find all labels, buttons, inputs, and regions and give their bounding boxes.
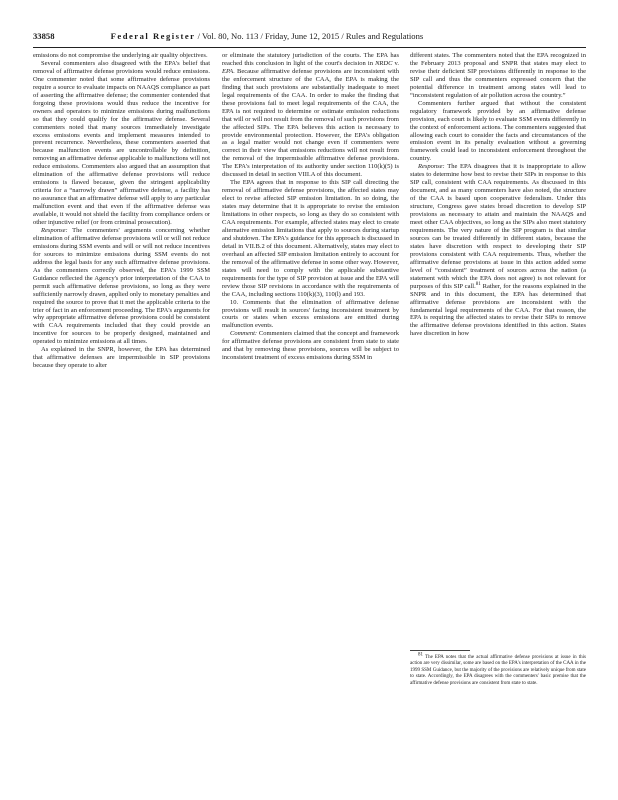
footnote-paragraph	[410, 652, 586, 687]
paragraph	[33, 346, 210, 370]
footnote-text: The EPA notes that the actual affirmative defense provisions at issue in this action are very dissimilar, some are based on the EPA's interpretation of the CAA in the 1999 SSM Guidance, but the majority of the provisions are relatively unique from state to state. Accordingly, the EPA disagrees with the commenters' basic premise that the affirmative defense provisions are consistent from state to state.	[410, 655, 586, 686]
paragraph	[33, 60, 210, 227]
footnote-ref: 81	[475, 281, 481, 287]
paragraph-text: As explained in the SNPR, however, the EPA has determined that affirmative defenses are impermissible in SIP provisions because they operate to alter	[33, 346, 210, 370]
issue-info: / Vol. 80, No. 113 / Friday, June 12, 2015 / Rules and Regulations	[197, 31, 424, 41]
paragraph-text: Commenters further argued that without the consistent regulatory framework provided by an affirmative defense provision, each court is likely to evaluate SSM events differently in the context of enforcement actions. The commenters suggested that allowing each court to consider the facts and circumstances of the emission event in its penalty evaluation without a governing framework could lead to inconsistent enforcement throughout the country.	[410, 99, 586, 163]
text-column-1	[33, 52, 210, 772]
publication-name: Federal Register	[110, 31, 196, 41]
paragraph-text: emissions do not compromise the underlying air quality objectives.	[33, 52, 208, 59]
footnote-rule	[410, 650, 470, 651]
paragraph	[222, 179, 399, 298]
paragraph-text: The commenters' arguments concerning whether elimination of affirmative defense provisions will or will not reduce emissions during SSM events and will or will not reduce incentives for sources to minimize emissions during SSM events do not address the legal basis for any such affirmative defense provisions. As the commenters correctly observed, the EPA's 1999 SSM Guidance reflected the Agency's prior interpretation of the CAA to permit such affirmative defense provisions, so long as they were sufficiently narrowly drawn, applied only to monetary penalties and required the source to prove that it met the applicable criteria to the trier of fact in an enforcement proceeding. The EPA's arguments for why appropriate affirmative defense provisions could be consistent with CAA requirements included that they could provide an incentive for sources to be properly designed, maintained and operated to minimize emissions at all times.	[33, 226, 210, 346]
paragraph-text: Rather, for the reasons explained in the SNPR and in this document, the EPA has determined that affirmative defense provisions are inconsistent with the fundamental legal requirements of the CAA. For that reason, the EPA is requiring the affected states to revise their SIPs to remove the affirmative defense provisions identified in this action. States have discretion in how	[410, 282, 587, 338]
text-column-2	[222, 52, 399, 772]
footnote-mark: 81	[418, 652, 423, 658]
paragraph-text: . Because affirmative defense provisions are inconsistent with the enforcement structure of the CAA, the EPA is making the finding that such provisions are substantially inadequate to meet legal requirements of the CAA. In order to make the finding that these provisions fail to meet legal requirements of the CAA, the EPA is not required to determine or estimate emission reductions that will or will not result from the removal of such provisions from the affected SIPs. The EPA believes this action is necessary to provide environmental protection. However, the EPA's obligation as a legal matter would not change even if commenters were correct in their view that emissions reductions will not result from the removal of the impermissible affirmative defense provisions. The EPA's interpretation of its authority under section 110(k)(5) is discussed in detail in section VIII.A of this document.	[222, 67, 399, 179]
header-rule	[33, 47, 586, 48]
paragraph	[410, 100, 586, 164]
paragraph	[410, 52, 586, 100]
paragraph-text: or eliminate the statutory jurisdiction of the courts. The EPA has reached this conclusion in light of the court's decision in	[222, 52, 399, 67]
paragraph	[222, 52, 399, 179]
paragraph	[222, 299, 399, 331]
italic-text: NRDC	[375, 59, 393, 67]
paragraph	[33, 52, 210, 60]
paragraph-text: v.	[392, 59, 399, 67]
paragraph-text: The EPA disagrees that it is inappropriate to allow states to determine how best to revise their SIPs in response to this SIP call, consistent with CAA requirements. As discussed in this document, and as many commenters have also noted, the structure of the CAA is based upon cooperative federalism. Under this structure, Congress gave states broad discretion to develop SIP provisions as necessary to attain and maintain the NAAQS and meet other CAA objectives, so long as the SIPs also meet statutory requirements. The very nature of the SIP program is that similar sources can be treated differently in different states, because the states have discretion with respect to developing their SIP provisions consistent with CAA requirements. Thus, whether the affirmative defense provisions at issue in this action added some level of “consistent” treatment of sources across the nation (a statement with which the EPA does not agree) is not relevant for purposes of this SIP call.	[410, 163, 586, 290]
paragraph	[410, 163, 586, 338]
paragraph-text: different states. The commenters noted that the EPA recognized in the February 2013 proposal and SNPR that states may elect to revise their deficient SIP provisions differently in response to the SIP call and thus the commenters expressed concern that the potential difference in treatment among states will lead to “inconsistent regulation of air pollution across the country.”	[410, 52, 586, 99]
italic-text: Response:	[418, 163, 445, 171]
italic-text: Comment:	[230, 330, 258, 338]
paragraph	[33, 227, 210, 346]
paragraph	[222, 330, 399, 362]
italic-text: Response:	[41, 226, 68, 234]
footnote	[410, 652, 586, 765]
paragraph-text: 10. Comments that the elimination of affirmative defense provisions will result in sources' facing inconsistent treatment by courts or states when excess emissions are emitted during malfunction events.	[222, 298, 399, 330]
page-header	[33, 30, 586, 44]
italic-text: EPA	[222, 67, 234, 75]
paragraph-text: Commenters claimed that the concept and framework for affirmative defense provisions are consistent from state to state and that by removing these provisions, sources will be subject to inconsistent treatment of excess emissions during SSM in	[222, 330, 399, 362]
paragraph-text: The EPA agrees that in response to this SIP call directing the removal of affirmative defense provisions, the affected states may elect to revise affected SIP emission limitation. In so doing, the states may determine that it is appropriate to revise the emission limitations in other respects, so long as they do so consistent with CAA requirements. For example, affected states may elect to create alternative emission limitations that apply to sources during startup and shutdown. The EPA's guidance for this approach is discussed in detail in VII.B.2 of this document. Alternatively, states may elect to overhaul an affected SIP emission limitation entirely to account for the removal of the affirmative defense in some other way. However, states will need to comply with the applicable substantive requirements for the type of SIP provision at issue and the EPA will review those SIP revisions in accordance with the requirements of the CAA, including sections 110(k)(3), 110(l) and 193.	[222, 179, 399, 298]
paragraph-text: Several commenters also disagreed with the EPA's belief that removal of affirmative defense provisions would reduce emissions. One commenter noted that some affirmative defense provisions require a source to evaluate impacts on NAAQS compliance as part of asserting the affirmative defense; the commenter contended that forgoing these provisions would thus reduce the incentive for owners and operators to minimize emissions during malfunctions so that they could qualify for the affirmative defense. Several commenters noted that many sources immediately investigate excess emissions events and implement measures intended to prevent recurrence. Nevertheless, these commenters asserted that because malfunction events are uncontrollable by definition, removing an affirmative defense applicable to malfunctions will not reduce emissions. Commenters also argued that an assumption that elimination of the affirmative defense provisions will reduce emissions is flawed because, given the stringent applicability criteria for a “narrowly drawn” affirmative defense, a facility has no assurance that an affirmative defense will apply to any particular malfunction event and that even if the affirmative defense was available, it would not shield the facility from compliance orders or other injunctive relief (or from criminal prosecution).	[33, 59, 210, 227]
page-number: 33858	[33, 31, 55, 41]
